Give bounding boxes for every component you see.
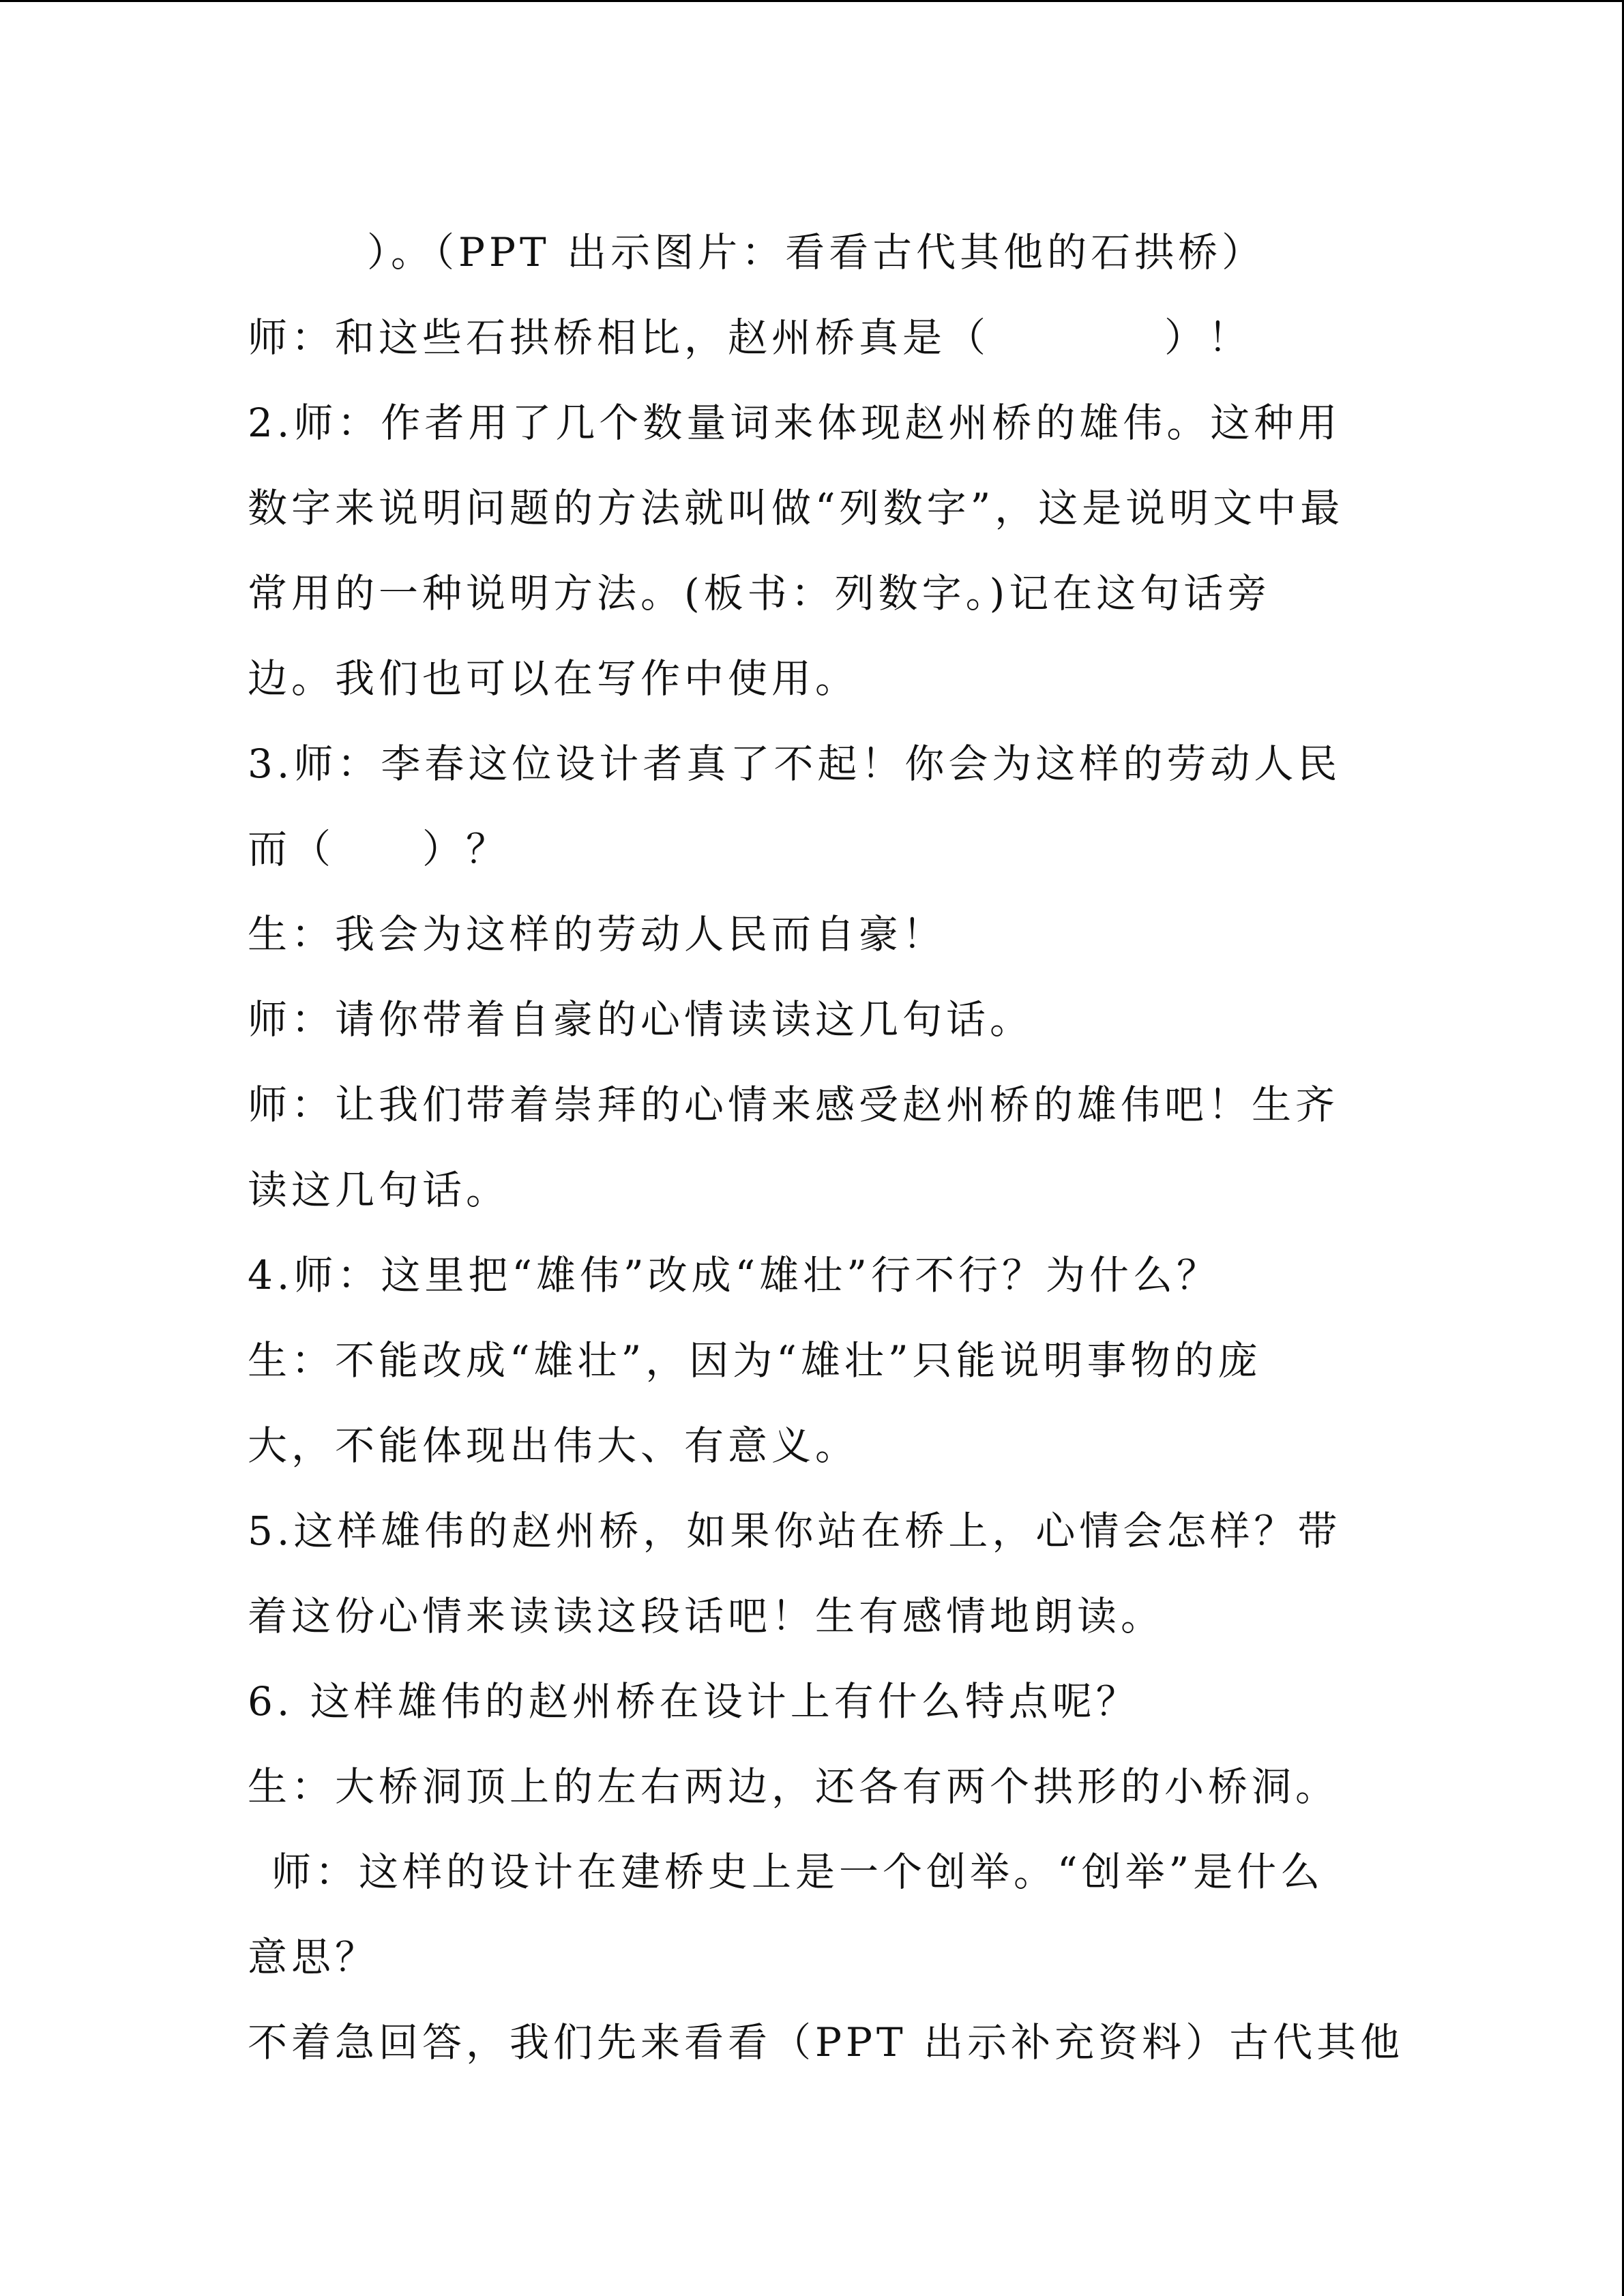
text-line: 6. 这样雄伟的赵州桥在设计上有什么特点呢？ bbox=[248, 1678, 1140, 1725]
text-line: 而（ ）？ bbox=[248, 826, 510, 872]
text-line: 师：请你带着自豪的心情读读这几句话。 bbox=[248, 996, 1034, 1043]
text-line: 意思？ bbox=[248, 1934, 379, 1980]
text-line: 着这份心情来读读这段话吧！生有感情地朗读。 bbox=[248, 1593, 1165, 1639]
text-line: 生：大桥洞顶上的左右两边，还各有两个拱形的小桥洞。 bbox=[248, 1763, 1340, 1810]
text-line: 生：不能改成“雄壮”，因为“雄壮”只能说明事物的庞 bbox=[248, 1337, 1262, 1384]
text-line: 数字来说明问题的方法就叫做“列数字”，这是说明文中最 bbox=[248, 485, 1344, 531]
text-line: 师：让我们带着崇拜的心情来感受赵州桥的雄伟吧！生齐 bbox=[248, 1082, 1340, 1128]
text-line: 师：这样的设计在建桥史上是一个创举。“创举”是什么 bbox=[271, 1849, 1325, 1895]
document-body bbox=[248, 210, 1407, 2085]
text-line: 大，不能体现出伟大、有意义。 bbox=[248, 1422, 859, 1469]
text-line: 2.师：作者用了几个数量词来体现赵州桥的雄伟。这种用 bbox=[248, 400, 1342, 446]
text-line: 3.师：李春这位设计者真了不起！你会为这样的劳动人民 bbox=[248, 741, 1342, 787]
text-line: 5.这样雄伟的赵州桥，如果你站在桥上，心情会怎样？带 bbox=[248, 1508, 1342, 1554]
text-line: ）。（PPT 出示图片：看看古代其他的石拱桥） bbox=[367, 229, 1266, 275]
text-line: 读这几句话。 bbox=[248, 1167, 510, 1213]
text-line: 生：我会为这样的劳动人民而自豪！ bbox=[248, 911, 947, 957]
text-line: 不着急回答，我们先来看看（PPT 出示补充资料）古代其他 bbox=[248, 2019, 1404, 2066]
text-line: 边。我们也可以在写作中使用。 bbox=[248, 655, 859, 702]
text-line: 师：和这些石拱桥相比，赵州桥真是（ ）！ bbox=[248, 314, 1252, 361]
text-line: 常用的一种说明方法。(板书：列数字。)记在这句话旁 bbox=[248, 570, 1271, 616]
text-line: 4.师：这里把“雄伟”改成“雄壮”行不行？为什么？ bbox=[248, 1252, 1220, 1298]
